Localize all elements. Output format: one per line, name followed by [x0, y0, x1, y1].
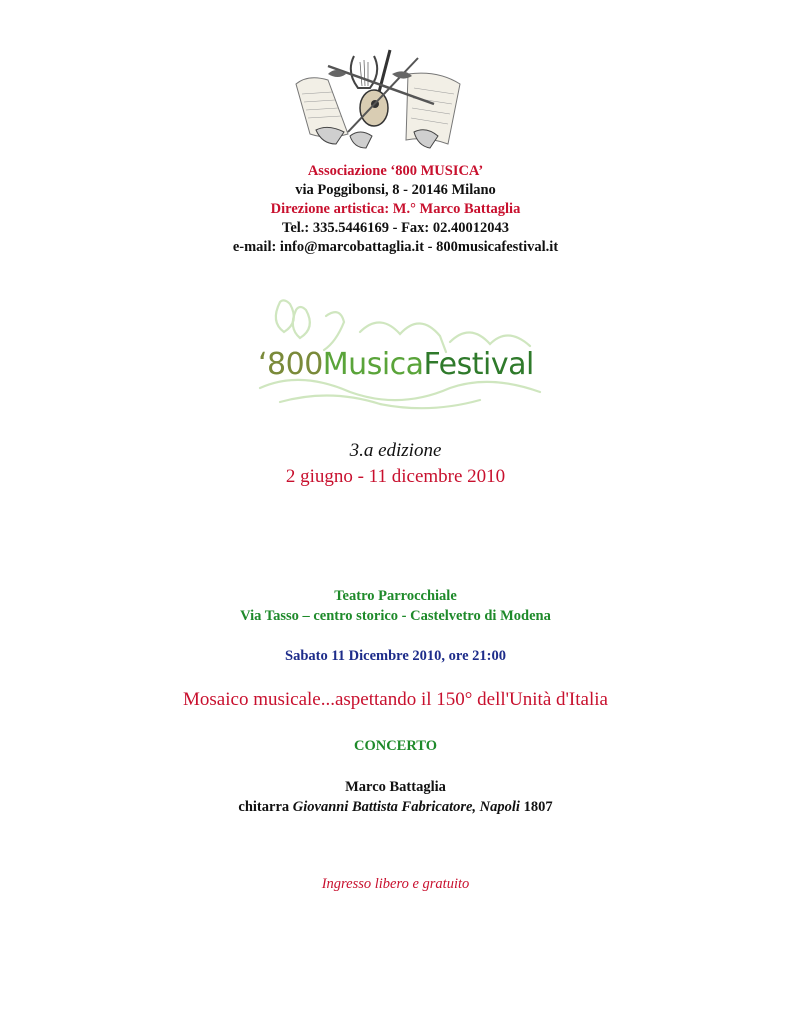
- logo-musica: Musica: [322, 347, 424, 382]
- venue-location: Via Tasso – centro storico - Castelvetro di Modena: [240, 608, 551, 624]
- instruments-illustration: [288, 44, 468, 154]
- association-name: Associazione ‘800 MUSICA’: [307, 163, 484, 179]
- festival-logo: [240, 292, 550, 414]
- performer-name: Marco Battaglia: [345, 779, 446, 795]
- logo-800: ‘800: [258, 347, 323, 382]
- email-website: e-mail: info@marcobattaglia.it - 800musicafestival.it: [232, 239, 559, 255]
- event-title: Mosaico musicale...aspettando il 150° dell'Unità d'Italia: [183, 689, 608, 710]
- instrument-year: 1807: [523, 799, 553, 815]
- performer-instrument: [0, 797, 791, 817]
- festival-dates: 2 giugno - 11 dicembre 2010: [285, 466, 506, 487]
- phone-fax: Tel.: 335.5446169 - Fax: 02.40012043: [281, 220, 510, 236]
- edition-label: 3.a edizione: [349, 440, 442, 461]
- association-block: [0, 162, 791, 257]
- artistic-direction: Direzione artistica: M.° Marco Battaglia: [270, 201, 521, 217]
- venue-name: Teatro Parrocchiale: [334, 588, 457, 604]
- venue-block: [0, 586, 791, 626]
- admission-note: Ingresso libero e gratuito: [321, 876, 470, 892]
- association-address: via Poggibonsi, 8 - 20146 Milano: [295, 182, 496, 198]
- concert-label: CONCERTO: [353, 738, 437, 754]
- instrument-detail: Giovanni Battista Fabricatore, Napoli: [292, 799, 520, 815]
- instrument-prefix: chitarra: [238, 799, 290, 815]
- event-datetime: Sabato 11 Dicembre 2010, ore 21:00: [285, 648, 506, 664]
- instruments-emblem: [288, 44, 468, 154]
- performer-block: [0, 777, 791, 817]
- logo-festival: Festival: [423, 347, 534, 382]
- logo-wordmark: [258, 348, 548, 382]
